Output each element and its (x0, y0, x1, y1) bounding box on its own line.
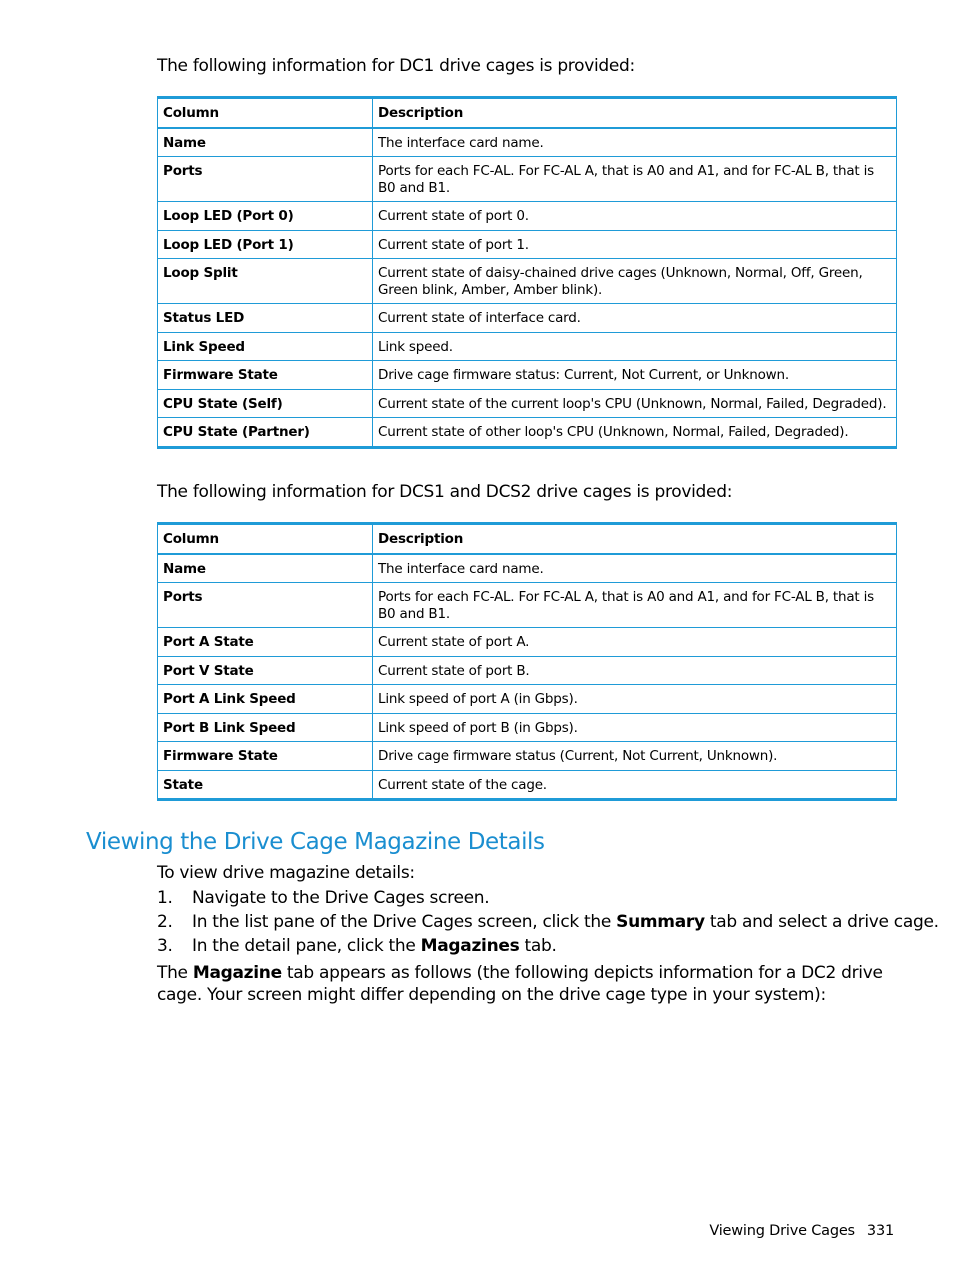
step-text-end: tab. (519, 936, 557, 956)
dcs-intro: The following information for DCS1 and DCS2 drive cages is provided: (157, 482, 733, 502)
row-column-name: Link Speed (158, 332, 373, 361)
row-description: Ports for each FC-AL. For FC-AL A, that is A0 and A1, and for FC-AL B, that is B0 and B1. (373, 157, 897, 202)
row-column-name: Loop Split (158, 259, 373, 304)
dc1-intro: The following information for DC1 drive cages is provided: (157, 56, 635, 76)
row-column-name: Port B Link Speed (158, 713, 373, 742)
table-row (158, 628, 897, 657)
step-text: In the list pane of the Drive Cages screen, click the (192, 912, 617, 932)
step-text: In the detail pane, click the (192, 936, 421, 956)
row-column-name: State (158, 770, 373, 800)
closing-text-end: tab appears as follows (the following depicts information for a DC2 drive cage. Your screen might differ depending on the drive cage type in your system): (157, 963, 883, 1005)
row-column-name: CPU State (Self) (158, 389, 373, 418)
description-header: Description (373, 98, 897, 128)
row-column-name: CPU State (Partner) (158, 418, 373, 448)
magazines-tab-label: Magazines (420, 936, 520, 956)
step-3 (157, 935, 557, 957)
footer-title: Viewing Drive Cages (709, 1223, 855, 1239)
closing-text: The (157, 963, 193, 983)
magazine-tab-label: Magazine (192, 963, 282, 983)
row-description: Drive cage firmware status (Current, Not Current, Unknown). (373, 742, 897, 771)
summary-tab-label: Summary (616, 912, 705, 932)
row-column-name: Ports (158, 157, 373, 202)
page-footer (709, 1222, 894, 1240)
step-number: 3. (157, 936, 173, 956)
dc1-table (157, 96, 897, 449)
row-column-name: Firmware State (158, 361, 373, 390)
row-description: Current state of port B. (373, 656, 897, 685)
row-column-name: Loop LED (Port 0) (158, 202, 373, 231)
column-header: Column (158, 98, 373, 128)
table-row (158, 583, 897, 628)
row-description: Link speed. (373, 332, 897, 361)
section-heading: Viewing the Drive Cage Magazine Details (86, 829, 545, 855)
row-column-name: Name (158, 554, 373, 583)
table-row (158, 418, 897, 448)
row-description: Link speed of port B (in Gbps). (373, 713, 897, 742)
table-header-row (158, 524, 897, 554)
table-row (158, 128, 897, 157)
row-description: Drive cage firmware status: Current, Not Current, or Unknown. (373, 361, 897, 390)
row-column-name: Ports (158, 583, 373, 628)
page-number: 331 (866, 1223, 894, 1239)
row-description: The interface card name. (373, 128, 897, 157)
table-row (158, 554, 897, 583)
table-row (158, 389, 897, 418)
row-description: Current state of interface card. (373, 304, 897, 333)
table-row (158, 361, 897, 390)
table-row (158, 157, 897, 202)
table-row (158, 202, 897, 231)
row-description: Current state of other loop's CPU (Unknown, Normal, Failed, Degraded). (373, 418, 897, 448)
row-description: Current state of port A. (373, 628, 897, 657)
step-number: 1. (157, 888, 173, 908)
table-row (158, 304, 897, 333)
row-column-name: Status LED (158, 304, 373, 333)
row-description: Ports for each FC-AL. For FC-AL A, that is A0 and A1, and for FC-AL B, that is B0 and B1. (373, 583, 897, 628)
step-text: Navigate to the Drive Cages screen. (192, 888, 490, 908)
closing-paragraph (157, 962, 887, 1006)
step-number: 2. (157, 912, 173, 932)
column-header: Column (158, 524, 373, 554)
table-row (158, 742, 897, 771)
row-description: Link speed of port A (in Gbps). (373, 685, 897, 714)
row-column-name: Port A Link Speed (158, 685, 373, 714)
table-row (158, 713, 897, 742)
row-column-name: Loop LED (Port 1) (158, 230, 373, 259)
row-description: The interface card name. (373, 554, 897, 583)
row-column-name: Port V State (158, 656, 373, 685)
section-lead: To view drive magazine details: (157, 863, 415, 883)
step-text-end: tab and select a drive cage. (704, 912, 939, 932)
row-column-name: Firmware State (158, 742, 373, 771)
row-column-name: Name (158, 128, 373, 157)
description-header: Description (373, 524, 897, 554)
table-row (158, 770, 897, 800)
table-row (158, 230, 897, 259)
row-description: Current state of port 0. (373, 202, 897, 231)
table-row (158, 332, 897, 361)
table-header-row (158, 98, 897, 128)
row-column-name: Port A State (158, 628, 373, 657)
table-row (158, 259, 897, 304)
step-2 (157, 911, 939, 933)
step-1 (157, 887, 489, 909)
table-row (158, 685, 897, 714)
row-description: Current state of daisy-chained drive cages (Unknown, Normal, Off, Green, Green blink, Amber, Amber blink). (373, 259, 897, 304)
row-description: Current state of the current loop's CPU (Unknown, Normal, Failed, Degraded). (373, 389, 897, 418)
row-description: Current state of the cage. (373, 770, 897, 800)
table-row (158, 656, 897, 685)
row-description: Current state of port 1. (373, 230, 897, 259)
dcs-table (157, 522, 897, 801)
